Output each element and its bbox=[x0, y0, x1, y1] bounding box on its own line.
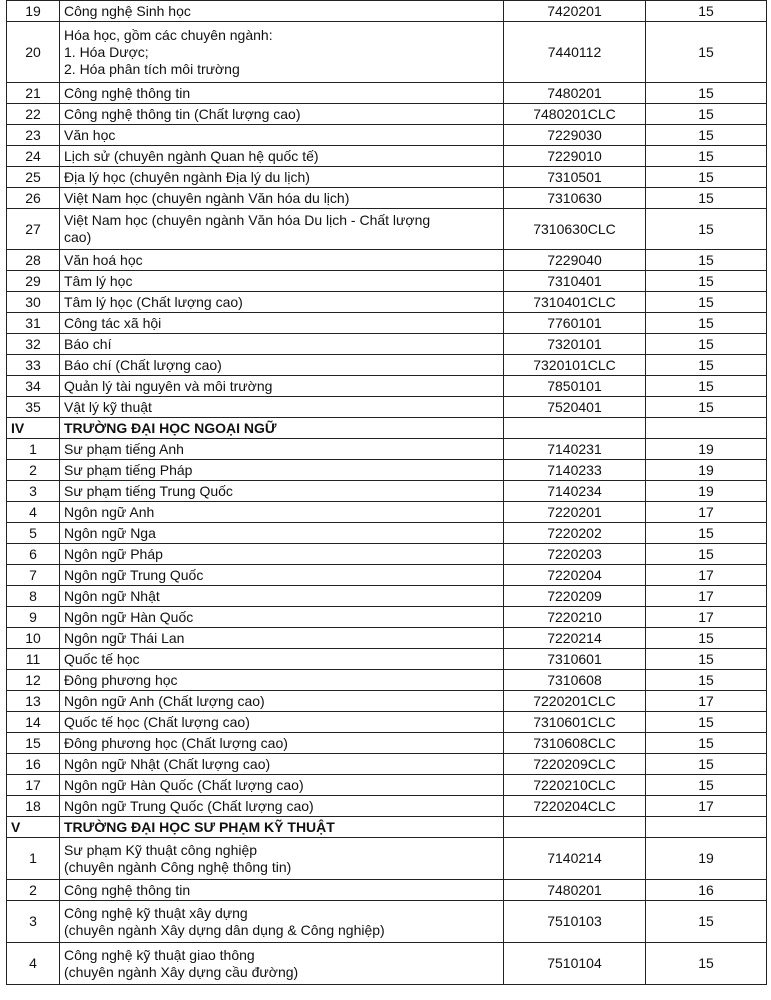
program-code-cell: 7520401 bbox=[504, 397, 646, 418]
table-row bbox=[7, 292, 767, 313]
program-name-cell bbox=[60, 1, 504, 22]
program-name-line: Tâm lý học (Chất lượng cao) bbox=[64, 293, 243, 310]
row-number-cell: 21 bbox=[7, 83, 60, 104]
program-code-cell: 7220210 bbox=[504, 607, 646, 628]
row-number-cell: 6 bbox=[7, 544, 60, 565]
program-name-line: Ngôn ngữ Trung Quốc (Chất lượng cao) bbox=[64, 797, 314, 814]
program-name-cell bbox=[60, 167, 504, 188]
program-code-cell: 7220202 bbox=[504, 523, 646, 544]
program-code-cell: 7310401 bbox=[504, 271, 646, 292]
score-cell: 15 bbox=[646, 104, 767, 125]
program-name-cell bbox=[60, 586, 504, 607]
table-row bbox=[7, 586, 767, 607]
row-number-cell: 24 bbox=[7, 146, 60, 167]
row-number-cell: IV bbox=[7, 418, 60, 439]
table-row bbox=[7, 565, 767, 586]
score-cell: 15 bbox=[646, 146, 767, 167]
score-cell: 19 bbox=[646, 439, 767, 460]
admission-table bbox=[6, 0, 767, 985]
program-name-line: Sư phạm tiếng Pháp bbox=[64, 461, 193, 478]
program-name-cell bbox=[60, 397, 504, 418]
score-cell: 17 bbox=[646, 691, 767, 712]
score-cell: 17 bbox=[646, 502, 767, 523]
row-number-cell: 20 bbox=[7, 22, 60, 83]
program-name-line: Đông phương học bbox=[64, 671, 178, 688]
row-number-cell: 35 bbox=[7, 397, 60, 418]
program-name-line: Ngôn ngữ Anh bbox=[64, 503, 155, 520]
row-number-cell: 32 bbox=[7, 334, 60, 355]
program-code-cell: 7220214 bbox=[504, 628, 646, 649]
program-code-cell: 7229010 bbox=[504, 146, 646, 167]
program-code-cell: 7310401CLC bbox=[504, 292, 646, 313]
score-cell: 15 bbox=[646, 83, 767, 104]
row-number-cell: 8 bbox=[7, 586, 60, 607]
score-cell: 15 bbox=[646, 397, 767, 418]
score-cell: 17 bbox=[646, 607, 767, 628]
program-code-cell: 7220203 bbox=[504, 544, 646, 565]
program-name-cell bbox=[60, 209, 504, 250]
program-code-cell: 7440112 bbox=[504, 22, 646, 83]
row-number-cell: 16 bbox=[7, 754, 60, 775]
program-code-cell: 7310601CLC bbox=[504, 712, 646, 733]
table-row bbox=[7, 188, 767, 209]
row-number-cell: 7 bbox=[7, 565, 60, 586]
program-name-line: Ngôn ngữ Pháp bbox=[64, 545, 163, 562]
section-title-cell bbox=[60, 817, 504, 838]
table-row bbox=[7, 754, 767, 775]
row-number-cell: 9 bbox=[7, 607, 60, 628]
row-number-cell: 4 bbox=[7, 502, 60, 523]
score-cell: 15 bbox=[646, 628, 767, 649]
program-name-cell bbox=[60, 523, 504, 544]
program-name-cell bbox=[60, 439, 504, 460]
score-cell: 15 bbox=[646, 523, 767, 544]
program-name-cell bbox=[60, 83, 504, 104]
program-name-line: Quốc tế học (Chất lượng cao) bbox=[64, 713, 250, 730]
program-code-cell: 7760101 bbox=[504, 313, 646, 334]
program-name-line: Ngôn ngữ Anh (Chất lượng cao) bbox=[64, 692, 265, 709]
program-name-cell bbox=[60, 754, 504, 775]
table-row bbox=[7, 1, 767, 22]
score-cell: 15 bbox=[646, 649, 767, 670]
program-code-cell: 7420201 bbox=[504, 1, 646, 22]
program-code-cell: 7310630CLC bbox=[504, 209, 646, 250]
program-name-line: TRƯỜNG ĐẠI HỌC NGOẠI NGỮ bbox=[64, 419, 277, 436]
score-cell: 17 bbox=[646, 586, 767, 607]
table-row bbox=[7, 334, 767, 355]
program-name-line: Ngôn ngữ Nhật (Chất lượng cao) bbox=[64, 755, 271, 772]
program-name-line: Công tác xã hội bbox=[64, 314, 162, 331]
table-row bbox=[7, 460, 767, 481]
table-row bbox=[7, 796, 767, 817]
row-number-cell: 25 bbox=[7, 167, 60, 188]
program-code-cell bbox=[504, 817, 646, 838]
program-code-cell: 7220201CLC bbox=[504, 691, 646, 712]
score-cell: 15 bbox=[646, 733, 767, 754]
program-name-line: Công nghệ thông tin (Chất lượng cao) bbox=[64, 105, 301, 122]
score-cell: 15 bbox=[646, 712, 767, 733]
score-cell: 15 bbox=[646, 188, 767, 209]
program-name-line: Việt Nam học (chuyên ngành Văn hóa Du lịch - Chất lượng bbox=[64, 212, 431, 228]
program-code-cell: 7310501 bbox=[504, 167, 646, 188]
row-number-cell: 30 bbox=[7, 292, 60, 313]
section-title-cell bbox=[60, 418, 504, 439]
program-name-cell bbox=[60, 712, 504, 733]
table-row bbox=[7, 733, 767, 754]
table-row bbox=[7, 628, 767, 649]
row-number-cell: 3 bbox=[7, 481, 60, 502]
section-header-row bbox=[7, 817, 767, 838]
score-cell: 15 bbox=[646, 334, 767, 355]
table-row bbox=[7, 209, 767, 250]
program-name-line: Quốc tế học bbox=[64, 650, 140, 667]
row-number-cell: 1 bbox=[7, 439, 60, 460]
program-name-cell bbox=[60, 607, 504, 628]
program-name-line: Công nghệ kỹ thuật giao thông bbox=[64, 946, 255, 963]
row-number-cell: 27 bbox=[7, 209, 60, 250]
row-number-cell: V bbox=[7, 817, 60, 838]
row-number-cell: 17 bbox=[7, 775, 60, 796]
program-code-cell: 7140234 bbox=[504, 481, 646, 502]
row-number-cell: 5 bbox=[7, 523, 60, 544]
program-name-line: Sư phạm tiếng Anh bbox=[64, 440, 184, 457]
score-cell: 15 bbox=[646, 292, 767, 313]
program-code-cell: 7310601 bbox=[504, 649, 646, 670]
program-name-line: Ngôn ngữ Hàn Quốc (Chất lượng cao) bbox=[64, 776, 304, 793]
program-name-line: Lịch sử (chuyên ngành Quan hệ quốc tế) bbox=[64, 147, 319, 164]
program-name-line: Công nghệ thông tin bbox=[64, 84, 191, 101]
program-name-line: Ngôn ngữ Hàn Quốc bbox=[64, 608, 194, 625]
program-name-line: Văn hoá học bbox=[64, 251, 143, 268]
score-cell: 15 bbox=[646, 313, 767, 334]
score-cell: 15 bbox=[646, 670, 767, 691]
program-name-line: Văn học bbox=[64, 126, 116, 143]
program-name-cell bbox=[60, 188, 504, 209]
row-number-cell: 31 bbox=[7, 313, 60, 334]
program-code-cell: 7850101 bbox=[504, 376, 646, 397]
row-number-cell: 15 bbox=[7, 733, 60, 754]
program-name-line: (chuyên ngành Công nghệ thông tin) bbox=[64, 858, 292, 875]
score-cell: 15 bbox=[646, 754, 767, 775]
program-name-cell bbox=[60, 796, 504, 817]
table-row bbox=[7, 146, 767, 167]
table-row bbox=[7, 775, 767, 796]
row-number-cell: 14 bbox=[7, 712, 60, 733]
program-code-cell: 7310608 bbox=[504, 670, 646, 691]
table-row bbox=[7, 376, 767, 397]
program-name-line: Vật lý kỹ thuật bbox=[64, 398, 152, 415]
program-name-cell bbox=[60, 334, 504, 355]
score-cell: 16 bbox=[646, 880, 767, 901]
program-name-cell bbox=[60, 901, 504, 943]
score-cell: 15 bbox=[646, 22, 767, 83]
program-code-cell bbox=[504, 418, 646, 439]
program-name-cell bbox=[60, 544, 504, 565]
program-name-cell bbox=[60, 880, 504, 901]
program-name-cell bbox=[60, 250, 504, 271]
program-name-cell bbox=[60, 502, 504, 523]
table-row bbox=[7, 712, 767, 733]
program-name-line: Công nghệ thông tin bbox=[64, 881, 191, 898]
score-cell: 15 bbox=[646, 1, 767, 22]
score-cell: 19 bbox=[646, 460, 767, 481]
table-row bbox=[7, 649, 767, 670]
program-name-line: Đông phương học (Chất lượng cao) bbox=[64, 734, 288, 751]
program-code-cell: 7310630 bbox=[504, 188, 646, 209]
program-code-cell: 7229030 bbox=[504, 125, 646, 146]
score-cell: 17 bbox=[646, 796, 767, 817]
program-code-cell: 7140214 bbox=[504, 838, 646, 880]
program-name-line: (chuyên ngành Xây dựng dân dụng & Công nghiệp) bbox=[64, 921, 385, 938]
row-number-cell: 23 bbox=[7, 125, 60, 146]
program-code-cell: 7220204 bbox=[504, 565, 646, 586]
table-row bbox=[7, 670, 767, 691]
table-row bbox=[7, 167, 767, 188]
program-name-cell bbox=[60, 565, 504, 586]
program-name-line: Sư phạm tiếng Trung Quốc bbox=[64, 482, 233, 499]
table-row bbox=[7, 880, 767, 901]
row-number-cell: 1 bbox=[7, 838, 60, 880]
row-number-cell: 19 bbox=[7, 1, 60, 22]
program-name-line: Việt Nam học (chuyên ngành Văn hóa du lịch) bbox=[64, 189, 350, 206]
table-row bbox=[7, 83, 767, 104]
program-code-cell: 7320101CLC bbox=[504, 355, 646, 376]
program-name-cell bbox=[60, 271, 504, 292]
program-name-line: 2. Hóa phân tích môi trường bbox=[64, 60, 240, 77]
program-code-cell: 7510104 bbox=[504, 943, 646, 985]
row-number-cell: 34 bbox=[7, 376, 60, 397]
score-cell: 15 bbox=[646, 271, 767, 292]
table-row bbox=[7, 838, 767, 880]
table-row bbox=[7, 943, 767, 985]
score-cell: 17 bbox=[646, 565, 767, 586]
row-number-cell: 26 bbox=[7, 188, 60, 209]
table-row bbox=[7, 544, 767, 565]
program-name-cell bbox=[60, 104, 504, 125]
program-code-cell: 7220209CLC bbox=[504, 754, 646, 775]
score-cell: 19 bbox=[646, 838, 767, 880]
program-code-cell: 7510103 bbox=[504, 901, 646, 943]
table-row bbox=[7, 607, 767, 628]
program-name-line: cao) bbox=[64, 229, 92, 245]
table-row bbox=[7, 271, 767, 292]
row-number-cell: 18 bbox=[7, 796, 60, 817]
score-cell: 19 bbox=[646, 481, 767, 502]
program-code-cell: 7229040 bbox=[504, 250, 646, 271]
program-name-cell bbox=[60, 649, 504, 670]
program-name-line: Hóa học, gồm các chuyên ngành: bbox=[64, 26, 273, 43]
section-header-row bbox=[7, 418, 767, 439]
table-row bbox=[7, 250, 767, 271]
program-code-cell: 7320101 bbox=[504, 334, 646, 355]
row-number-cell: 3 bbox=[7, 901, 60, 943]
program-code-cell: 7480201 bbox=[504, 880, 646, 901]
program-name-line: Địa lý học (chuyên ngành Địa lý du lịch) bbox=[64, 168, 310, 185]
program-name-line: Quản lý tài nguyên và môi trường bbox=[64, 377, 273, 394]
program-code-cell: 7140231 bbox=[504, 439, 646, 460]
score-cell: 15 bbox=[646, 250, 767, 271]
score-cell: 15 bbox=[646, 901, 767, 943]
row-number-cell: 28 bbox=[7, 250, 60, 271]
score-cell: 15 bbox=[646, 355, 767, 376]
program-name-cell bbox=[60, 691, 504, 712]
table-row bbox=[7, 125, 767, 146]
table-row bbox=[7, 439, 767, 460]
row-number-cell: 2 bbox=[7, 460, 60, 481]
score-cell: 15 bbox=[646, 544, 767, 565]
program-code-cell: 7310608CLC bbox=[504, 733, 646, 754]
program-name-line: Ngôn ngữ Nga bbox=[64, 524, 156, 541]
table-row bbox=[7, 481, 767, 502]
program-code-cell: 7220210CLC bbox=[504, 775, 646, 796]
table-row bbox=[7, 22, 767, 83]
row-number-cell: 22 bbox=[7, 104, 60, 125]
table-row bbox=[7, 523, 767, 544]
program-name-cell bbox=[60, 943, 504, 985]
program-name-line: (chuyên ngành Xây dựng cầu đường) bbox=[64, 963, 299, 980]
score-cell bbox=[646, 418, 767, 439]
row-number-cell: 2 bbox=[7, 880, 60, 901]
score-cell: 15 bbox=[646, 775, 767, 796]
program-name-cell bbox=[60, 355, 504, 376]
table-row bbox=[7, 901, 767, 943]
program-name-cell bbox=[60, 460, 504, 481]
program-name-cell bbox=[60, 22, 504, 83]
table-row bbox=[7, 397, 767, 418]
table-row bbox=[7, 355, 767, 376]
score-cell: 15 bbox=[646, 943, 767, 985]
score-cell: 15 bbox=[646, 376, 767, 397]
program-code-cell: 7220201 bbox=[504, 502, 646, 523]
program-code-cell: 7480201 bbox=[504, 83, 646, 104]
program-name-line: TRƯỜNG ĐẠI HỌC SƯ PHẠM KỸ THUẬT bbox=[64, 818, 335, 835]
table-row bbox=[7, 691, 767, 712]
program-name-cell bbox=[60, 125, 504, 146]
program-name-cell bbox=[60, 775, 504, 796]
row-number-cell: 10 bbox=[7, 628, 60, 649]
program-code-cell: 7140233 bbox=[504, 460, 646, 481]
row-number-cell: 11 bbox=[7, 649, 60, 670]
table-row bbox=[7, 313, 767, 334]
row-number-cell: 4 bbox=[7, 943, 60, 985]
score-cell bbox=[646, 817, 767, 838]
program-name-line: Báo chí (Chất lượng cao) bbox=[64, 356, 222, 373]
row-number-cell: 13 bbox=[7, 691, 60, 712]
program-name-cell bbox=[60, 838, 504, 880]
program-name-line: Công nghệ kỹ thuật xây dựng bbox=[64, 904, 248, 921]
score-cell: 15 bbox=[646, 125, 767, 146]
score-cell: 15 bbox=[646, 167, 767, 188]
program-name-cell bbox=[60, 146, 504, 167]
table-row bbox=[7, 104, 767, 125]
program-name-line: Báo chí bbox=[64, 335, 112, 352]
program-name-cell bbox=[60, 376, 504, 397]
program-name-cell bbox=[60, 292, 504, 313]
program-name-line: 1. Hóa Dược; bbox=[64, 43, 149, 60]
row-number-cell: 29 bbox=[7, 271, 60, 292]
program-name-cell bbox=[60, 628, 504, 649]
row-number-cell: 33 bbox=[7, 355, 60, 376]
table-row bbox=[7, 502, 767, 523]
program-name-line: Ngôn ngữ Nhật bbox=[64, 587, 160, 604]
admission-table-body bbox=[7, 1, 767, 985]
program-name-line: Sư phạm Kỹ thuật công nghiệp bbox=[64, 841, 258, 858]
program-code-cell: 7480201CLC bbox=[504, 104, 646, 125]
program-name-line: Ngôn ngữ Trung Quốc bbox=[64, 566, 204, 583]
program-name-cell bbox=[60, 733, 504, 754]
program-name-cell bbox=[60, 481, 504, 502]
program-name-cell bbox=[60, 670, 504, 691]
program-name-cell bbox=[60, 313, 504, 334]
program-code-cell: 7220209 bbox=[504, 586, 646, 607]
program-code-cell: 7220204CLC bbox=[504, 796, 646, 817]
program-name-line: Công nghệ Sinh học bbox=[64, 2, 191, 19]
program-name-line: Ngôn ngữ Thái Lan bbox=[64, 629, 185, 646]
program-name-line: Tâm lý học bbox=[64, 272, 133, 289]
score-cell: 15 bbox=[646, 209, 767, 250]
row-number-cell: 12 bbox=[7, 670, 60, 691]
